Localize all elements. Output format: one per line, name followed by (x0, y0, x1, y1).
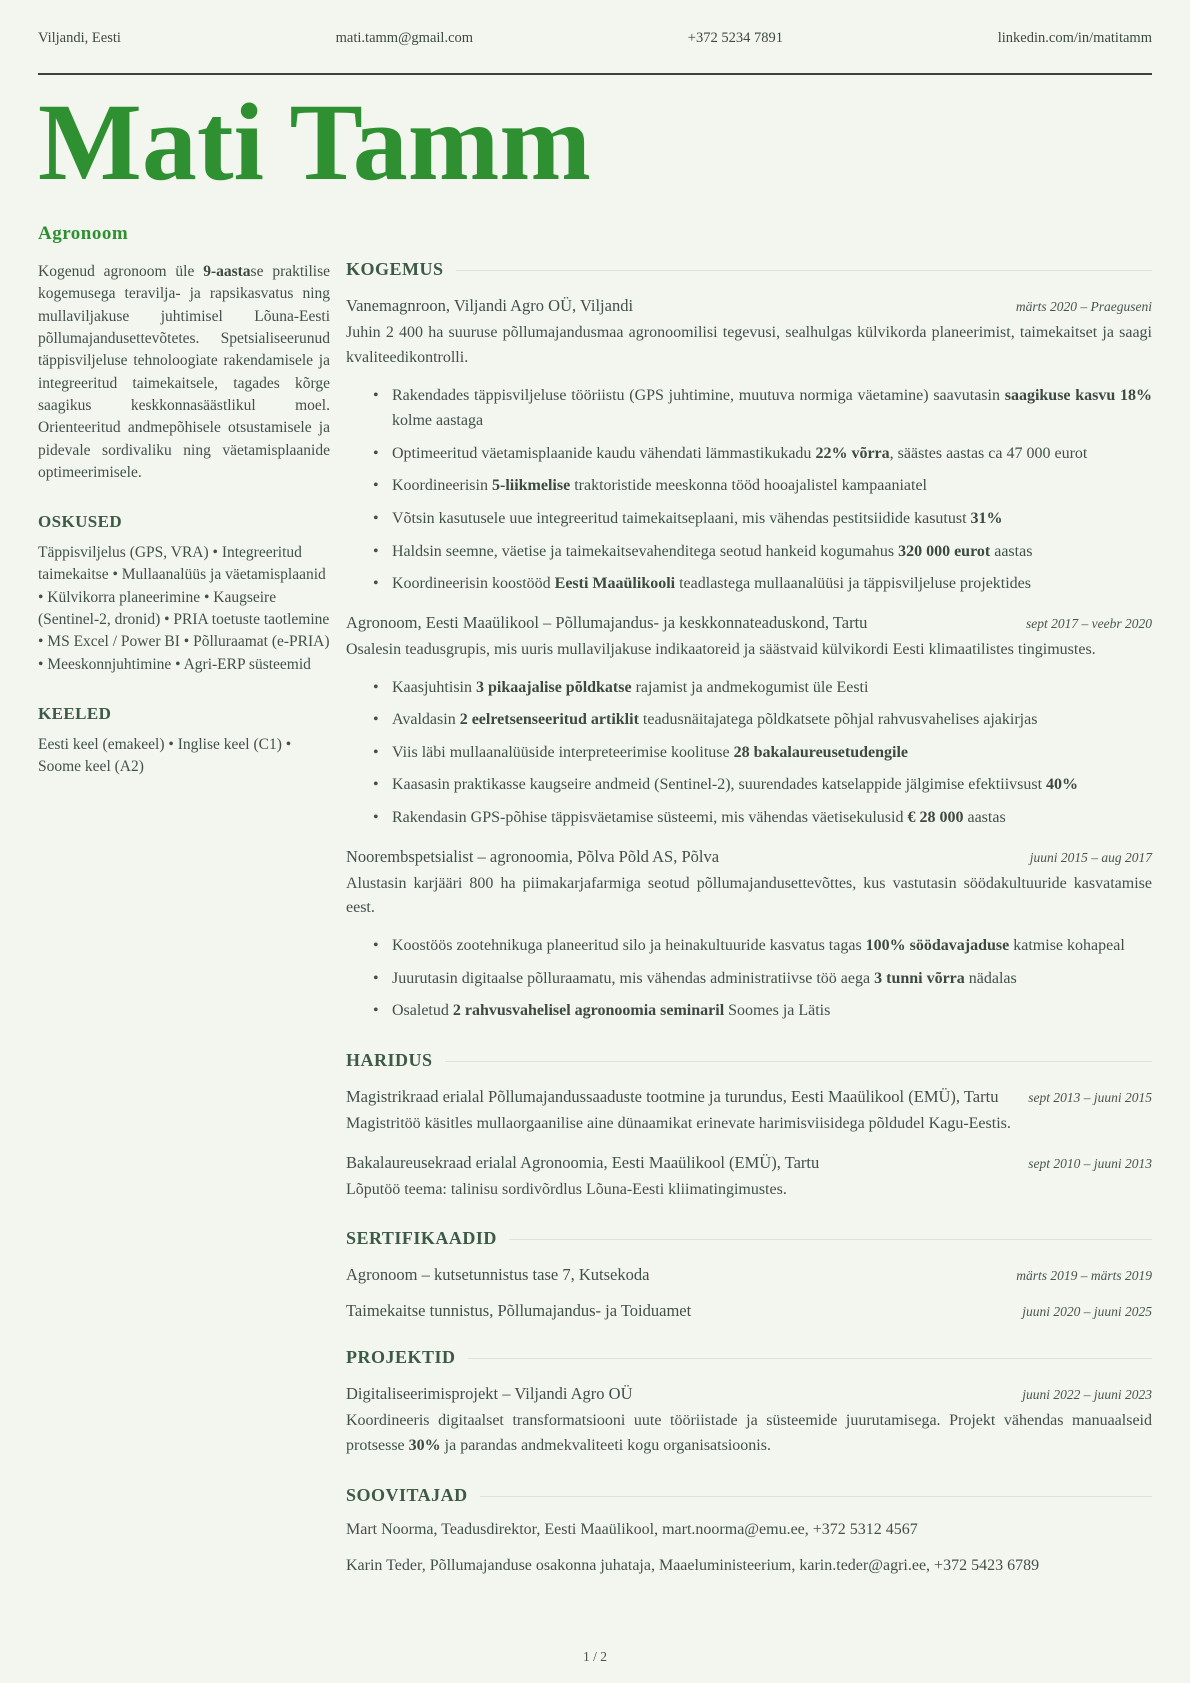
education-title: Bakalaureusekraad erialal Agronoomia, Eesti Maaülikool (EMÜ), Tartu (346, 1152, 820, 1172)
contact-linkedin: linkedin.com/in/matitamm (997, 30, 1152, 46)
content-columns (38, 223, 1152, 1578)
certificate-header (346, 1265, 1152, 1285)
job-header (346, 613, 1152, 633)
experience-heading: KOGEMUS (346, 259, 1152, 280)
job-description: Alustasin karjääri 800 ha piimakarjafarmiga seotud põllumajandusettevõttes, kus vastutasin söödakultuuride kasvatamise eest. (346, 874, 1152, 917)
bullet-item: • Optimeeritud väetamisplaanide kaudu vähendati lämmastikukadu 22% võrra, säästes aastas ca 47 000 eurot (346, 441, 1152, 467)
certificate-dates: märts 2019 – märts 2019 (1016, 1268, 1152, 1284)
job-title: Vanemagnroon, Viljandi Agro OÜ, Viljandi (346, 296, 634, 315)
bullet-item: • Juurutasin digitaalse põlluraamatu, mis vähendas administratiivse töö aega 3 tunni võrra nädalas (346, 966, 1152, 992)
bullet-item: • Avaldasin 2 eelretsenseeritud artiklit teadusnäitajatega põldkatsete põhjal rahvusvahelises ajakirjas (346, 707, 1152, 733)
job-dates: märts 2020 – Praeguseni (1015, 299, 1152, 314)
job-header (346, 296, 1152, 316)
job-dates: sept 2017 – veebr 2020 (1026, 615, 1152, 631)
education-entry (346, 1153, 1152, 1203)
reference-entry: Mart Noorma, Teadusdirektor, Eesti Maaülikool, mart.noorma@emu.ee, +372 5312 4567 (346, 1521, 918, 1539)
job-title: Noorembspetsialist – agronoomia, Põlva Põld AS, Põlva (346, 846, 720, 866)
job-entry (346, 613, 1152, 831)
job-bullet-list (346, 675, 1152, 831)
reference-entry: Karin Teder, Põllumajanduse osakonna juhataja, Maaeluministeerium, karin.teder@agri.ee, +372 5423 6789 (346, 1557, 1040, 1575)
certificate-title: Taimekaitse tunnistus, Põllumajandus- ja Toiduamet (346, 1301, 692, 1321)
job-bullet-list (346, 383, 1152, 597)
education-header (346, 1153, 1152, 1173)
section-certificates (346, 1228, 1152, 1321)
section-education (346, 1050, 1152, 1203)
education-title: Magistrikraad erialal Põllumajandussaaduste tootmine ja turundus, Eesti Maaülikool (EMÜ), Tartu (346, 1086, 999, 1106)
role-heading: Agronoom (38, 223, 129, 244)
skills-heading: OSKUSED (38, 512, 123, 532)
job-dates: juuni 2015 – aug 2017 (1029, 849, 1152, 865)
job-bullet-list (346, 933, 1152, 1024)
page-number: 1 / 2 (582, 1649, 607, 1664)
bullet-item: • Viis läbi mullaanalüüside interpreteerimise koolituse 28 bakalaureusetudengile (346, 740, 1152, 766)
job-description: Juhin 2 400 ha suuruse põllumajandusmaa agronoomilisi tegevusi, sealhulgas külvikorda planeerimist, taimekaitset ja saagi kvaliteedikontrolli. (346, 324, 1152, 366)
certificate-title: Agronoom – kutsetunnistus tase 7, Kutsekoda (346, 1265, 650, 1285)
bullet-item: • Kaasjuhtisin 3 pikaajalise põldkatse rajamist ja andmekogumist üle Eesti (346, 675, 1152, 701)
bullet-item: • Osaletud 2 rahvusvahelisel agronoomia seminaril Soomes ja Lätis (346, 998, 1152, 1024)
project-title: Digitaliseerimisprojekt – Viljandi Agro OÜ (346, 1384, 633, 1404)
references-heading: SOOVITAJAD (346, 1485, 1152, 1506)
project-description: Koordineeris digitaalset transformatsiooni uute tööriistade ja süsteemide juurutamisega. Projekt vähendas manuaalseid protsesse 30% ja parandas andmekvaliteeti kogu organisatsioonis. (346, 1412, 1152, 1455)
languages-heading: KEELED (38, 704, 112, 723)
contact-phone: +372 5234 7891 (687, 30, 783, 46)
summary-text: Kogenud agronoom üle 9-aastase praktilise kogemusega teravilja- ja rapsikasvatus ning mullaviljakuse juhtimisel Lõuna-Eesti põllumajandusettevõtetes. Spetsialiseerunud täppisviljeluse tehnoloogiate rakendamisele ja integreeritud taimekaitsele, tagades kõrge saagikus keskkonnasäästlikul moel. Orienteeritud andmepõhisele otsustamisele ja pidevale sordivaliku ning väetamisplaanide optimeerimisele. (38, 263, 330, 481)
bullet-item: • Rakendasin GPS-põhise täppisväetamise süsteemi, mis vähendas väetisekulusid € 28 000 aastas (346, 805, 1152, 831)
certificate-header (346, 1301, 1152, 1321)
section-references (346, 1485, 1152, 1578)
bullet-item: • Koordineerisin 5-liikmelise traktoristide meeskonna tööd hooajalistel kampaaniatel (346, 473, 1152, 499)
education-dates: sept 2010 – juuni 2013 (1028, 1155, 1152, 1171)
job-title: Agronoom, Eesti Maaülikool – Põllumajandus- ja keskkonnateaduskond, Tartu (346, 612, 868, 632)
project-header (346, 1384, 1152, 1404)
project-entry (346, 1384, 1152, 1459)
certificates-heading: SERTIFIKAADID (346, 1228, 1152, 1249)
bullet-item: • Võtsin kasutusele uue integreeritud taimekaitseplaani, mis vähendas pestitsiidide kasutust 31% (346, 506, 1152, 532)
certificate-entry (346, 1301, 1152, 1321)
project-dates: juuni 2022 – juuni 2023 (1022, 1387, 1152, 1403)
bullet-item: • Haldsin seemne, väetise ja taimekaitsevahenditega seotud hankeid kogumahus 320 000 eurot aastas (346, 539, 1152, 565)
job-entry (346, 847, 1152, 1024)
page-title: Mati Tamm (38, 81, 592, 203)
sidebar (38, 223, 330, 1578)
main-column (346, 223, 1152, 1578)
education-heading: HARIDUS (346, 1050, 1152, 1071)
education-entry (346, 1087, 1152, 1137)
bullet-item: • Kaasasin praktikasse kaugseire andmeid (Sentinel-2), suurendades katselappide jälgimise efektiivsust 40% (346, 772, 1152, 798)
bullet-item: • Koordineerisin koostööd Eesti Maaülikooli teadlastega mullaanalüüsi ja täppisviljeluse projektides (346, 571, 1152, 597)
job-header (346, 847, 1152, 867)
projects-heading: PROJEKTID (346, 1347, 1152, 1368)
skills-list: Täppisviljelus (GPS, VRA) • Integreeritud taimekaitse • Mullaanalüüs ja väetamisplaanid • Külvikorra planeerimine • Kaugseire (Sentinel-2, dronid) • PRIA toetuste taotlemine • MS Excel / Power BI • Põlluraamat (e-PRIA) • Meeskonnjuhtimine • Agri-ERP süsteemid (38, 544, 330, 673)
contact-bar (38, 30, 1152, 47)
contact-location: Viljandi, Eesti (38, 30, 121, 46)
bullet-item: • Rakendades täppisviljeluse tööriistu (GPS juhtimine, muutuva normiga väetamine) saavutasin saagikuse kasvu 18% kolme aastaga (346, 383, 1152, 434)
education-description: Lõputöö teema: talinisu sordivõrdlus Lõuna-Eesti kliimatingimustes. (346, 1180, 787, 1198)
certificate-entry (346, 1265, 1152, 1285)
languages-list: Eesti keel (emakeel) • Inglise keel (C1) • Soome keel (A2) (38, 736, 292, 776)
section-experience (346, 259, 1152, 1024)
education-header (346, 1087, 1152, 1107)
certificate-dates: juuni 2020 – juuni 2025 (1022, 1304, 1152, 1320)
header-divider (38, 73, 1152, 75)
bullet-item: • Koostöös zootehnikuga planeeritud silo ja heinakultuuride kasvatus tagas 100% söödavajaduse katmise kohapeal (346, 933, 1152, 959)
contact-email: mati.tamm@gmail.com (335, 30, 474, 46)
education-dates: sept 2013 – juuni 2015 (1028, 1089, 1152, 1105)
job-description: Osalesin teadusgrupis, mis uuris mullaviljakuse indikaatoreid ja säästvaid külvikordi Eesti klimaatilistes tingimustes. (346, 640, 1096, 658)
section-projects (346, 1347, 1152, 1459)
job-entry (346, 296, 1152, 597)
education-description: Magistritöö käsitles mullaorgaanilise aine dünaamikat erinevate harimisviisidega põldudel Kagu-Eestis. (346, 1114, 1011, 1132)
